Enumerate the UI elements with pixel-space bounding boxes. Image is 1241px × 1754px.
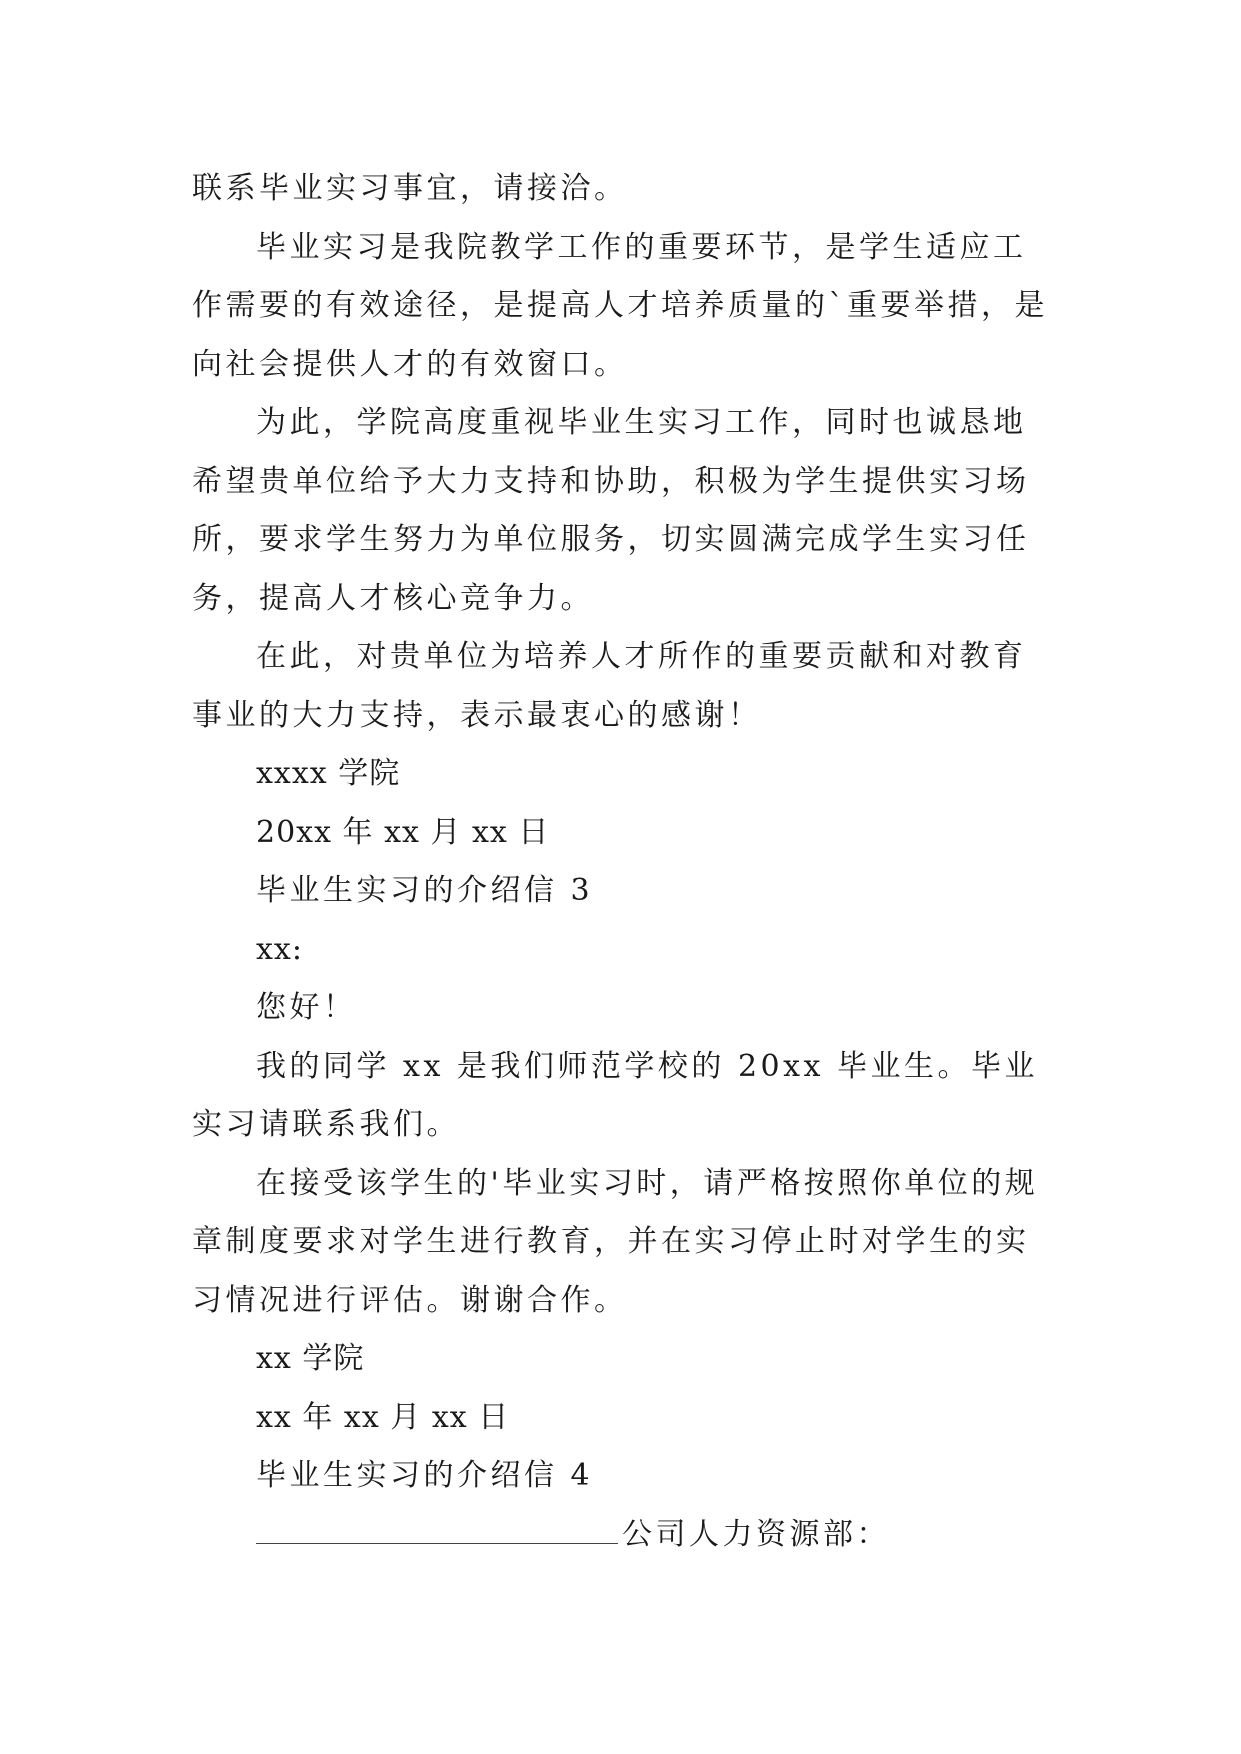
salutation-hr-text: 公司人力资源部：	[622, 1516, 890, 1552]
paragraph-evaluation-request: 在接受该学生的'毕业实习时，请严格按照你单位的规章制度要求对学生进行教育，并在实习停止时对学生的实习情况进行评估。谢谢合作。	[192, 1165, 1039, 1318]
signature-college-2: xx 学院	[256, 1341, 365, 1376]
paragraph-student-intro: 我的同学 xx 是我们师范学校的 20xx 毕业生。毕业实习请联系我们。	[192, 1048, 1038, 1142]
signature-date-2: xx 年 xx 月 xx 日	[256, 1399, 510, 1435]
paragraph-request-support: 为此，学院高度重视毕业生实习工作，同时也诚恳地希望贵单位给予大力支持和协助，积极为学生提供实习场所，要求学生努力为单位服务，切实圆满完成学生实习任务，提高人才核心竞争力。	[192, 405, 1030, 616]
signature-date: 20xx 年 xx 月 xx 日	[256, 814, 550, 850]
signature-college: xxxx 学院	[256, 756, 401, 791]
document-body	[192, 160, 1050, 1564]
letter-heading-4: 毕业生实习的介绍信 4	[256, 1458, 594, 1493]
fill-in-blank	[256, 1511, 618, 1544]
paragraph-importance: 毕业实习是我院教学工作的重要环节，是学生适应工作需要的有效途径，是提高人才培养质量的`重要举措，是向社会提供人才的有效窗口。	[192, 229, 1048, 382]
salutation-recipient: xx:	[256, 931, 303, 967]
paragraph-thanks: 在此，对贵单位为培养人才所作的重要贡献和对教育事业的大力支持，表示最衷心的感谢！	[192, 639, 1027, 733]
paragraph-closing-line: 联系毕业实习事宜，请接洽。	[192, 171, 628, 206]
letter-heading-3: 毕业生实习的介绍信 3	[256, 873, 594, 908]
salutation-hr-line	[192, 1506, 1050, 1565]
salutation-greeting: 您好！	[256, 990, 357, 1025]
